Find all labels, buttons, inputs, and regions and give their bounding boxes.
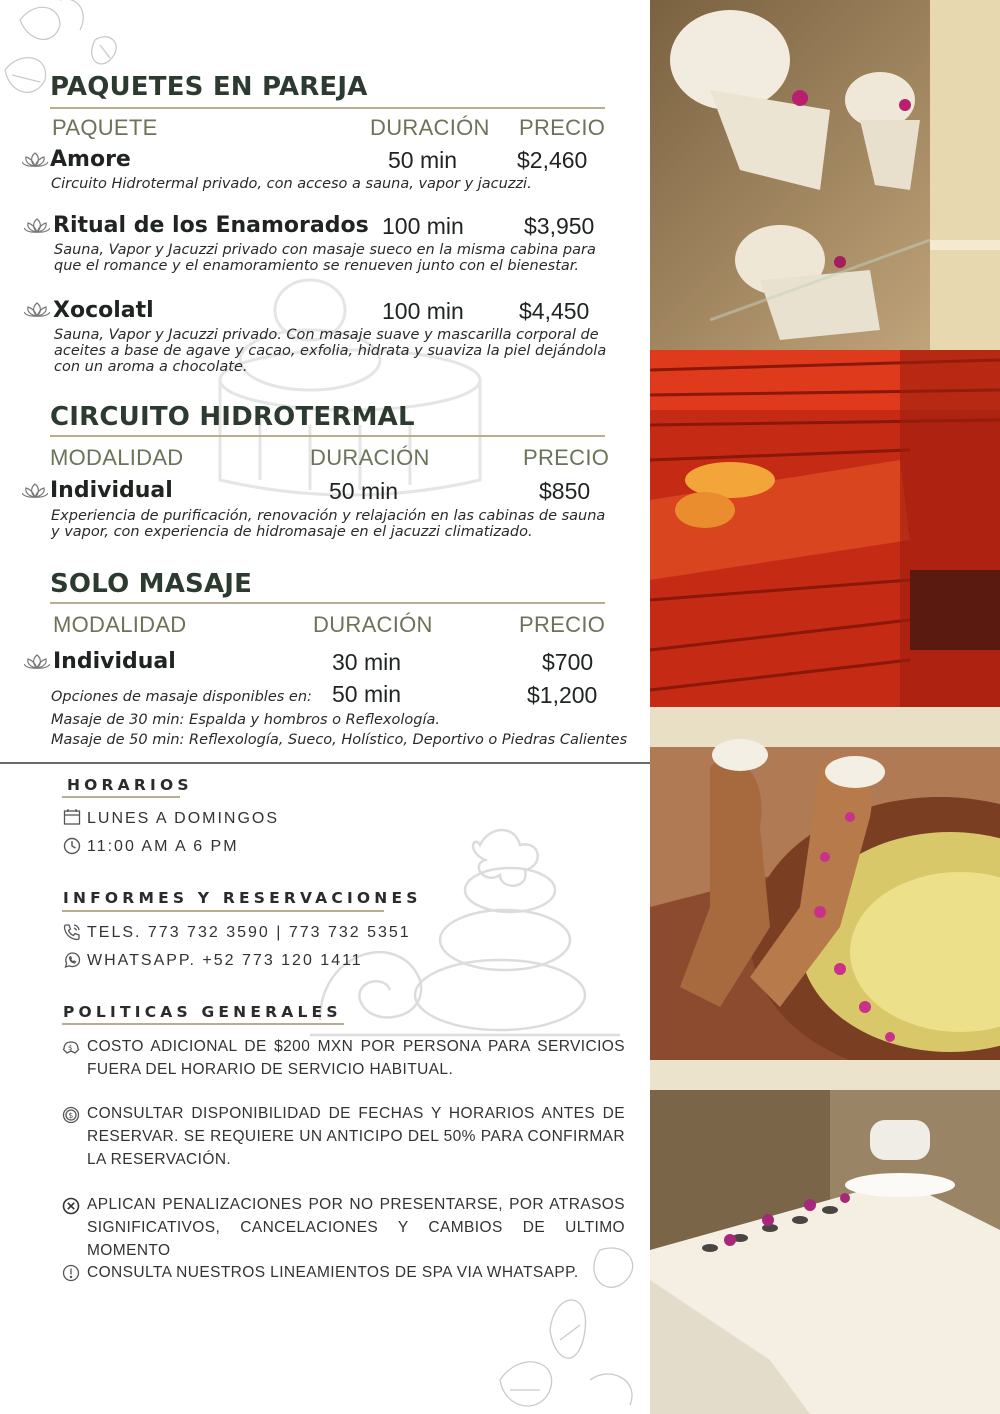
coin-icon [62,1106,80,1124]
col-header-duration: DURACIÓN [370,115,490,140]
informes-whatsapp: WHATSAPP. +52 773 120 1411 [87,952,363,969]
svg-text:$: $ [68,1111,74,1120]
col-header-price: PRECIO [519,612,606,637]
col-header-price: PRECIO [523,445,610,470]
package-name-amore: Amore [50,147,131,172]
policy-item: APLICAN PENALIZACIONES POR NO PRESENTARSE, POR ATRASOS SIGNIFICATIVOS, CANCELACIONES Y CAMBIOS DE ULTIMO MOMENTO [87,1196,625,1259]
col-header-price: PRECIO [519,115,606,140]
policy-item: CONSULTAR DISPONIBILIDAD DE FECHAS Y HORARIOS ANTES DE RESERVAR. SE REQUIERE UN ANTICIPO DEL 50% PARA CONFIRMAR LA RESERVACIÓN. [87,1105,625,1168]
modality-price: $700 [542,649,594,675]
section-title-pareja: PAQUETES EN PAREJA [50,72,368,102]
massage-option-duration: 50 min [332,681,402,707]
phone-icon [63,923,81,941]
section-rule [50,435,605,437]
description-line: aceites a base de agave y cacao, exfolia, hidrata y suaviza la piel dejándola [54,343,607,359]
col-header-duration: DURACIÓN [310,445,430,470]
info-icon [62,1264,80,1282]
calendar-icon [63,808,81,826]
photo-massage-table [650,1060,1000,1414]
package-price: $2,460 [517,147,588,173]
description-line: Experiencia de purificación, renovación y relajación en las cabinas de sauna [51,508,606,524]
politicas-title: POLITICAS GENERALES [63,1003,342,1021]
informes-rule [62,910,384,912]
description-line: con un aroma a chocolate. [54,359,248,375]
modality-description [51,508,605,540]
massage-notes [51,710,627,750]
package-name-xocolatl: Xocolatl [53,298,154,323]
clock-icon [63,837,81,855]
modality-price: $850 [539,478,591,504]
lotus-icon [24,302,50,318]
lotus-icon [22,152,48,168]
description-line: Sauna, Vapor y Jacuzzi privado con masaje sueco en la misma cabina para [54,242,596,258]
money-icon [62,1039,80,1057]
informes-phones: TELS. 773 732 3590 | 773 732 5351 [87,924,411,941]
package-description [54,327,606,375]
package-duration: 100 min [382,213,464,239]
photo-sauna [650,350,1000,707]
description-line: y vapor, con experiencia de hidromasaje en el jacuzzi climatizado. [51,524,533,540]
horarios-days: LUNES A DOMINGOS [87,810,280,827]
section-title-circuito: CIRCUITO HIDROTERMAL [50,402,415,432]
package-description [51,176,532,192]
massage-option-price: $1,200 [527,682,598,708]
col-header-package: PAQUETE [52,115,158,140]
lotus-icon [24,654,50,670]
politicas-rule [62,1023,344,1025]
package-duration: 100 min [382,298,464,324]
svg-text:$: $ [68,1044,73,1052]
policy-item: CONSULTA NUESTROS LINEAMIENTOS DE SPA VIA WHATSAPP. [87,1264,579,1281]
section-title-masaje: SOLO MASAJE [50,569,253,599]
massage-note: Masaje de 30 min: Espalda y hombros o Reflexología. [51,712,440,728]
col-header-modality: MODALIDAD [53,612,187,637]
horarios-hours: 11:00 AM A 6 PM [87,838,239,855]
modality-name-individual: Individual [50,478,173,503]
lotus-icon [24,218,50,234]
section-rule [50,107,605,109]
col-header-modality: MODALIDAD [50,445,184,470]
section-rule [50,602,605,604]
photo-towels [650,0,1000,350]
photo-jacuzzi [650,707,1000,1060]
whatsapp-icon [63,951,81,969]
package-duration: 50 min [388,147,458,173]
policy-item: COSTO ADICIONAL DE $200 MXN POR PERSONA PARA SERVICIOS FUERA DEL HORARIO DE SERVICIO HABITUAL. [87,1038,625,1078]
informes-title: INFORMES Y RESERVACIONES [63,889,422,907]
col-header-duration: DURACIÓN [313,612,433,637]
package-price: $4,450 [519,298,590,324]
horarios-title: HORARIOS [67,776,193,794]
lotus-icon [22,483,48,499]
description-line: Circuito Hidrotermal privado, con acceso a sauna, vapor y jacuzzi. [51,176,532,192]
package-description [54,242,596,274]
cancel-icon [62,1197,80,1215]
modality-duration: 30 min [332,649,402,675]
botanical-decoration-top [0,0,150,120]
package-name-ritual: Ritual de los Enamorados [53,213,369,238]
description-line: Sauna, Vapor y Jacuzzi privado. Con masaje suave y mascarilla corporal de [54,327,599,343]
package-price: $3,950 [524,213,595,239]
horarios-rule [62,796,180,798]
section-divider [0,762,650,764]
massage-note: Masaje de 50 min: Reflexología, Sueco, Holístico, Deportivo o Piedras Calientes [51,732,628,748]
modality-duration: 50 min [329,478,399,504]
description-line: que el romance y el enamoramiento se renueven junto con el bienestar. [54,258,580,274]
modality-name-individual: Individual [53,649,176,674]
massage-options-label: Opciones de masaje disponibles en: [51,689,312,705]
